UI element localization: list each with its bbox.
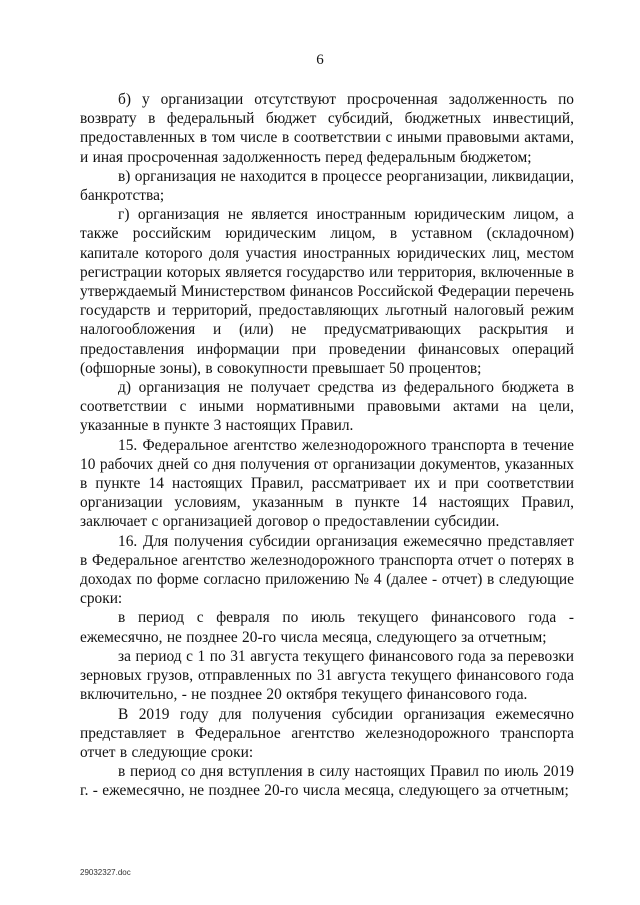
paragraph-2019-period: в период со дня вступления в силу настоящих Правил по июль 2019 г. - ежемесячно, не позднее 20-го числа месяца, следующего за отчетным;	[80, 763, 574, 800]
paragraph-16-period-1: в период с февраля по июль текущего финансового года - ежемесячно, не позднее 20-го числа месяца, следующего за отчетным;	[80, 609, 574, 646]
page-number: 6	[316, 52, 324, 68]
paragraph-b: б) у организации отсутствуют просроченная задолженность по возврату в федеральный бюджет субсидий, бюджетных инвестиций, предоставленных в том числе в соответствии с иными правовыми актами, и иная просроченная задолженность перед федеральным бюджетом;	[80, 91, 574, 166]
paragraph-v: в) организация не находится в процессе реорганизации, ликвидации, банкротства;	[80, 167, 574, 205]
paragraph-d: д) организация не получает средства из федерального бюджета в соответствии с иными нормативными правовыми актами на цели, указанные в пункте 3 настоящих Правил.	[80, 379, 574, 435]
paragraph-g: г) организация не является иностранным юридическим лицом, а также российским юридическим лицом, в уставном (складочном) капитале которого доля участия иностранных юридических лиц, местом регистрации которых является государство или территория, включенные в утверждаемый Министерством финансов Российской Федерации перечень государств и территорий, предоставляющих льготный налоговый режим налогообложения и (или) не предусматривающих раскрытия и предоставления информации при проведении финансовых операций (офшорные зоны), в совокупности превышает 50 процентов;	[80, 206, 574, 377]
document-body	[80, 90, 574, 801]
paragraph-16: 16. Для получения субсидии организация ежемесячно представляет в Федеральное агентство железнодорожного транспорта отчет о потерях в доходах по форме согласно приложению № 4 (далее - отчет) в следующие сроки:	[80, 532, 574, 608]
paragraph-2019: В 2019 году для получения субсидии организация ежемесячно представляет в Федеральное агентство железнодорожного транспорта отчет в следующие сроки:	[80, 705, 574, 761]
footer-file-code: 29032327.doc	[80, 868, 131, 877]
paragraph-15: 15. Федеральное агентство железнодорожного транспорта в течение 10 рабочих дней со дня получения от организации документов, указанных в пункте 14 настоящих Правил, рассматривает их и при соответствии организации условиям, указанным в пункте 14 настоящих Правил, заключает с организацией договор о предоставлении субсидии.	[80, 436, 574, 531]
paragraph-16-period-2: за период с 1 по 31 августа текущего финансового года за перевозки зерновых грузов, отправленных по 31 августа текущего финансового года включительно, - не позднее 20 октября текущего финансового года.	[80, 647, 574, 704]
